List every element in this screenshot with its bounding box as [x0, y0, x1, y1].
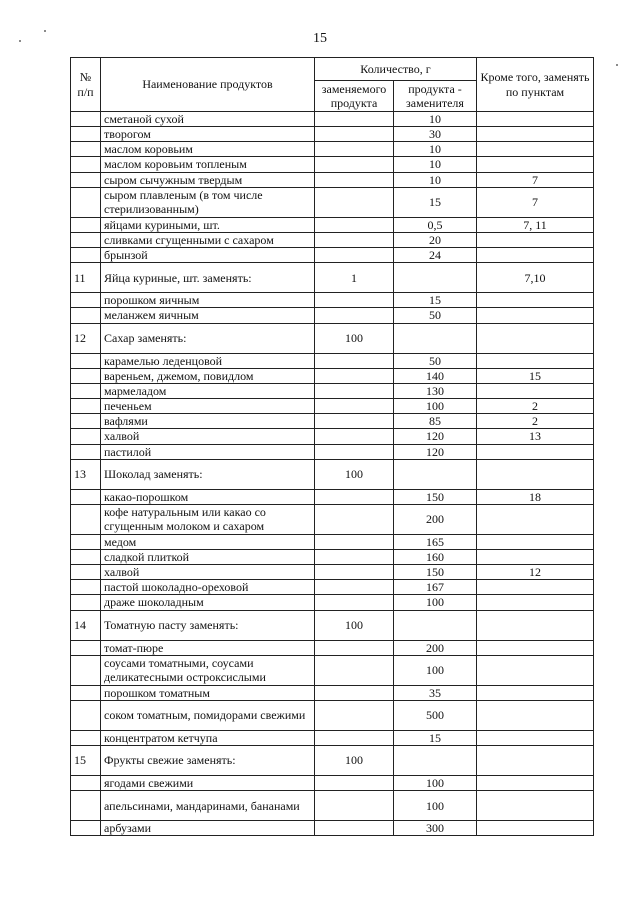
- replacement-quantity: [394, 459, 477, 489]
- table-row: [71, 383, 594, 398]
- product-name: вафлями: [101, 414, 315, 429]
- table-body: [71, 112, 594, 836]
- extra-points: [477, 549, 594, 564]
- table-row: [71, 293, 594, 308]
- product-name: Сахар заменять:: [101, 323, 315, 353]
- product-substitution-table-wrap: [70, 57, 593, 836]
- replacement-quantity: 150: [394, 489, 477, 504]
- header-num: № п/п: [71, 58, 101, 112]
- row-number: 15: [71, 746, 101, 776]
- product-name: концентратом кетчупа: [101, 730, 315, 745]
- row-number: [71, 383, 101, 398]
- extra-points: [477, 821, 594, 836]
- row-number: [71, 730, 101, 745]
- replaced-quantity: [315, 414, 394, 429]
- replacement-quantity: 160: [394, 549, 477, 564]
- header-name: Наименование продуктов: [101, 58, 315, 112]
- replacement-quantity: 15: [394, 293, 477, 308]
- replaced-quantity: [315, 640, 394, 655]
- row-number: [71, 655, 101, 685]
- replacement-quantity: 20: [394, 232, 477, 247]
- extra-points: 7: [477, 187, 594, 217]
- table-row: [71, 565, 594, 580]
- replacement-quantity: 10: [394, 142, 477, 157]
- table-row: [71, 640, 594, 655]
- replacement-quantity: [394, 610, 477, 640]
- extra-points: [477, 776, 594, 791]
- replaced-quantity: [315, 399, 394, 414]
- extra-points: 15: [477, 368, 594, 383]
- replaced-quantity: [315, 444, 394, 459]
- table-row: [71, 685, 594, 700]
- replacement-quantity: 140: [394, 368, 477, 383]
- product-name: творогом: [101, 127, 315, 142]
- replaced-quantity: [315, 791, 394, 821]
- extra-points: 7, 11: [477, 217, 594, 232]
- replacement-quantity: 10: [394, 172, 477, 187]
- replacement-quantity: 10: [394, 112, 477, 127]
- replacement-quantity: 30: [394, 127, 477, 142]
- table-row: [71, 610, 594, 640]
- table-row: [71, 112, 594, 127]
- row-number: 12: [71, 323, 101, 353]
- product-name: арбузами: [101, 821, 315, 836]
- replaced-quantity: [315, 429, 394, 444]
- extra-points: 7: [477, 172, 594, 187]
- replacement-quantity: 24: [394, 248, 477, 263]
- replaced-quantity: [315, 368, 394, 383]
- replaced-quantity: 100: [315, 323, 394, 353]
- replaced-quantity: [315, 308, 394, 323]
- table-row: [71, 308, 594, 323]
- extra-points: [477, 459, 594, 489]
- row-number: [71, 565, 101, 580]
- replacement-quantity: [394, 746, 477, 776]
- table-row: [71, 489, 594, 504]
- header-replacement: продукта - заменителя: [394, 81, 477, 112]
- product-name: сладкой плиткой: [101, 549, 315, 564]
- extra-points: [477, 353, 594, 368]
- table-row: [71, 353, 594, 368]
- row-number: [71, 791, 101, 821]
- product-name: Яйца куриные, шт. заменять:: [101, 263, 315, 293]
- product-name: халвой: [101, 565, 315, 580]
- row-number: [71, 127, 101, 142]
- replaced-quantity: 100: [315, 746, 394, 776]
- table-row: [71, 776, 594, 791]
- page-number: 15: [313, 31, 327, 46]
- table-row: [71, 187, 594, 217]
- product-name: мармеладом: [101, 383, 315, 398]
- extra-points: [477, 791, 594, 821]
- extra-points: [477, 444, 594, 459]
- row-number: 11: [71, 263, 101, 293]
- extra-points: [477, 157, 594, 172]
- row-number: [71, 640, 101, 655]
- extra-points: [477, 248, 594, 263]
- replacement-quantity: 130: [394, 383, 477, 398]
- replaced-quantity: [315, 489, 394, 504]
- table-row: [71, 791, 594, 821]
- table-row: [71, 821, 594, 836]
- replacement-quantity: 85: [394, 414, 477, 429]
- table-row: [71, 549, 594, 564]
- replaced-quantity: [315, 187, 394, 217]
- replaced-quantity: 100: [315, 610, 394, 640]
- replaced-quantity: [315, 293, 394, 308]
- product-name: меланжем яичным: [101, 308, 315, 323]
- extra-points: [477, 610, 594, 640]
- extra-points: [477, 323, 594, 353]
- row-number: [71, 232, 101, 247]
- extra-points: 13: [477, 429, 594, 444]
- replacement-quantity: 500: [394, 700, 477, 730]
- replaced-quantity: [315, 685, 394, 700]
- product-name: порошком яичным: [101, 293, 315, 308]
- table-row: [71, 730, 594, 745]
- product-name: брынзой: [101, 248, 315, 263]
- product-name: ягодами свежими: [101, 776, 315, 791]
- row-number: [71, 157, 101, 172]
- product-name: Томатную пасту заменять:: [101, 610, 315, 640]
- header-extra: Кроме того, заменять по пунктам: [477, 58, 594, 112]
- product-name: соусами томатными, соусами деликатесными остроксислыми: [101, 655, 315, 685]
- row-number: [71, 187, 101, 217]
- replacement-quantity: 150: [394, 565, 477, 580]
- replacement-quantity: 100: [394, 776, 477, 791]
- product-name: маслом коровьим топленым: [101, 157, 315, 172]
- scan-speck: [44, 30, 46, 32]
- row-number: [71, 595, 101, 610]
- table-row: [71, 157, 594, 172]
- replaced-quantity: 100: [315, 459, 394, 489]
- extra-points: [477, 127, 594, 142]
- product-substitution-table: [70, 57, 594, 836]
- row-number: [71, 685, 101, 700]
- extra-points: [477, 595, 594, 610]
- replacement-quantity: 15: [394, 187, 477, 217]
- extra-points: [477, 293, 594, 308]
- replacement-quantity: 0,5: [394, 217, 477, 232]
- product-name: соком томатным, помидорами свежими: [101, 700, 315, 730]
- product-name: медом: [101, 534, 315, 549]
- header-quantity: Количество, г: [315, 58, 477, 81]
- product-name: вареньем, джемом, повидлом: [101, 368, 315, 383]
- table-row: [71, 217, 594, 232]
- scan-speck: [19, 40, 21, 42]
- replacement-quantity: 120: [394, 444, 477, 459]
- replaced-quantity: [315, 112, 394, 127]
- replacement-quantity: 100: [394, 399, 477, 414]
- replaced-quantity: [315, 655, 394, 685]
- replacement-quantity: 165: [394, 534, 477, 549]
- table-row: [71, 248, 594, 263]
- extra-points: [477, 504, 594, 534]
- replaced-quantity: [315, 232, 394, 247]
- product-name: пастилой: [101, 444, 315, 459]
- replacement-quantity: [394, 263, 477, 293]
- replaced-quantity: [315, 127, 394, 142]
- extra-points: [477, 383, 594, 398]
- replaced-quantity: [315, 595, 394, 610]
- replaced-quantity: [315, 700, 394, 730]
- table-row: [71, 655, 594, 685]
- product-name: халвой: [101, 429, 315, 444]
- table-row: [71, 459, 594, 489]
- table-row: [71, 323, 594, 353]
- row-number: [71, 700, 101, 730]
- row-number: [71, 414, 101, 429]
- row-number: [71, 308, 101, 323]
- extra-points: [477, 640, 594, 655]
- table-row: [71, 414, 594, 429]
- product-name: порошком томатным: [101, 685, 315, 700]
- product-name: сливками сгущенными с сахаром: [101, 232, 315, 247]
- row-number: [71, 489, 101, 504]
- replaced-quantity: [315, 580, 394, 595]
- row-number: [71, 142, 101, 157]
- product-name: какао-порошком: [101, 489, 315, 504]
- product-name: сыром плавленым (в том числе стерилизованным): [101, 187, 315, 217]
- replaced-quantity: [315, 248, 394, 263]
- replaced-quantity: [315, 172, 394, 187]
- table-row: [71, 142, 594, 157]
- product-name: томат-пюре: [101, 640, 315, 655]
- extra-points: [477, 700, 594, 730]
- row-number: [71, 776, 101, 791]
- replacement-quantity: 35: [394, 685, 477, 700]
- replacement-quantity: 10: [394, 157, 477, 172]
- replacement-quantity: 167: [394, 580, 477, 595]
- row-number: [71, 353, 101, 368]
- replacement-quantity: 100: [394, 595, 477, 610]
- replacement-quantity: 15: [394, 730, 477, 745]
- replaced-quantity: [315, 776, 394, 791]
- row-number: [71, 580, 101, 595]
- replacement-quantity: 50: [394, 308, 477, 323]
- row-number: 14: [71, 610, 101, 640]
- product-name: пастой шоколадно-ореховой: [101, 580, 315, 595]
- replacement-quantity: 200: [394, 640, 477, 655]
- scan-speck: [616, 64, 618, 66]
- row-number: [71, 217, 101, 232]
- row-number: [71, 248, 101, 263]
- replaced-quantity: [315, 565, 394, 580]
- row-number: [71, 429, 101, 444]
- replaced-quantity: 1: [315, 263, 394, 293]
- product-name: Фрукты свежие заменять:: [101, 746, 315, 776]
- product-name: кофе натуральным или какао со сгущенным молоком и сахаром: [101, 504, 315, 534]
- replaced-quantity: [315, 549, 394, 564]
- replacement-quantity: 120: [394, 429, 477, 444]
- row-number: [71, 293, 101, 308]
- extra-points: [477, 142, 594, 157]
- replacement-quantity: 100: [394, 791, 477, 821]
- table-row: [71, 700, 594, 730]
- extra-points: [477, 232, 594, 247]
- table-row: [71, 595, 594, 610]
- product-name: сметаной сухой: [101, 112, 315, 127]
- table-row: [71, 504, 594, 534]
- replaced-quantity: [315, 730, 394, 745]
- table-row: [71, 368, 594, 383]
- product-name: драже шоколадным: [101, 595, 315, 610]
- replaced-quantity: [315, 534, 394, 549]
- row-number: [71, 821, 101, 836]
- extra-points: 18: [477, 489, 594, 504]
- row-number: [71, 368, 101, 383]
- extra-points: [477, 685, 594, 700]
- replaced-quantity: [315, 157, 394, 172]
- replacement-quantity: [394, 323, 477, 353]
- row-number: 13: [71, 459, 101, 489]
- table-row: [71, 746, 594, 776]
- replaced-quantity: [315, 504, 394, 534]
- row-number: [71, 172, 101, 187]
- table-row: [71, 534, 594, 549]
- extra-points: 12: [477, 565, 594, 580]
- replacement-quantity: 50: [394, 353, 477, 368]
- replaced-quantity: [315, 142, 394, 157]
- replaced-quantity: [315, 353, 394, 368]
- table-row: [71, 429, 594, 444]
- table-row: [71, 580, 594, 595]
- extra-points: 7,10: [477, 263, 594, 293]
- row-number: [71, 112, 101, 127]
- extra-points: 2: [477, 414, 594, 429]
- table-row: [71, 263, 594, 293]
- replacement-quantity: 200: [394, 504, 477, 534]
- product-name: печеньем: [101, 399, 315, 414]
- table-row: [71, 127, 594, 142]
- row-number: [71, 504, 101, 534]
- extra-points: [477, 112, 594, 127]
- table-row: [71, 399, 594, 414]
- replaced-quantity: [315, 821, 394, 836]
- row-number: [71, 444, 101, 459]
- extra-points: [477, 308, 594, 323]
- product-name: яйцами куриными, шт.: [101, 217, 315, 232]
- extra-points: 2: [477, 399, 594, 414]
- product-name: Шоколад заменять:: [101, 459, 315, 489]
- row-number: [71, 399, 101, 414]
- header-replaced: заменяемого продукта: [315, 81, 394, 112]
- replacement-quantity: 100: [394, 655, 477, 685]
- replaced-quantity: [315, 217, 394, 232]
- row-number: [71, 534, 101, 549]
- extra-points: [477, 655, 594, 685]
- product-name: апельсинами, мандаринами, бананами: [101, 791, 315, 821]
- row-number: [71, 549, 101, 564]
- extra-points: [477, 730, 594, 745]
- product-name: маслом коровьим: [101, 142, 315, 157]
- product-name: карамелью леденцовой: [101, 353, 315, 368]
- table-row: [71, 232, 594, 247]
- replacement-quantity: 300: [394, 821, 477, 836]
- table-row: [71, 172, 594, 187]
- replaced-quantity: [315, 383, 394, 398]
- extra-points: [477, 580, 594, 595]
- table-row: [71, 444, 594, 459]
- extra-points: [477, 534, 594, 549]
- extra-points: [477, 746, 594, 776]
- product-name: сыром сычужным твердым: [101, 172, 315, 187]
